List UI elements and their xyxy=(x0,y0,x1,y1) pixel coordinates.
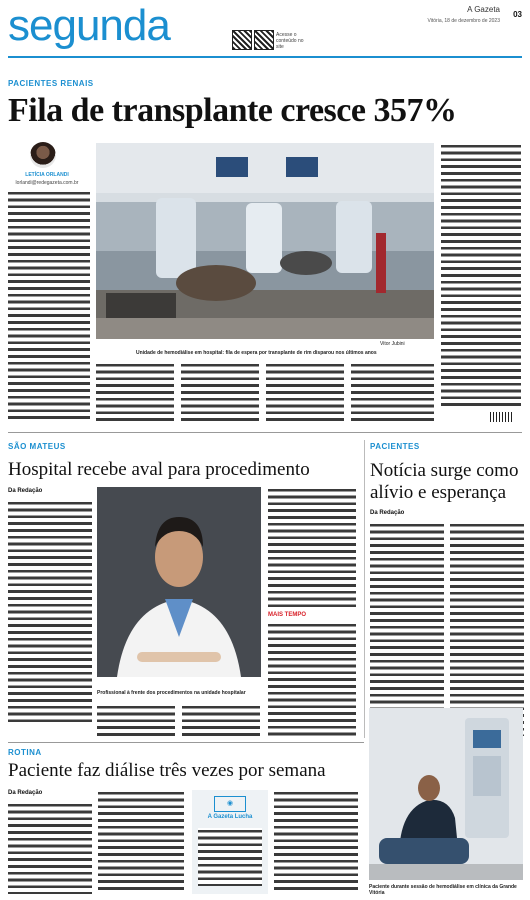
masthead-rule xyxy=(8,56,522,58)
qr-code-icon xyxy=(254,30,274,50)
ward-illustration xyxy=(96,143,434,339)
story-three-byline: Da Redação xyxy=(370,510,405,516)
story-three-kicker: PACIENTES xyxy=(370,442,420,451)
patient-illustration xyxy=(369,708,523,880)
author-role: lorlandi@redegazeta.com.br xyxy=(15,180,79,186)
story-two-column-2 xyxy=(97,704,175,736)
top-photo-credit: Vitor Jubini xyxy=(380,341,405,347)
top-story-column-4 xyxy=(266,362,344,422)
story-four-column-1 xyxy=(8,802,92,894)
qr-code-icon xyxy=(232,30,252,50)
story-two-kicker: SÃO MATEUS xyxy=(8,442,66,451)
top-story-kicker: PACIENTES RENAIS xyxy=(8,79,94,88)
story-two-column-1 xyxy=(8,500,92,722)
top-story-column-5 xyxy=(351,362,434,422)
story-two-column-5 xyxy=(268,622,356,736)
promo-box[interactable] xyxy=(192,790,268,894)
section-title: segunda xyxy=(8,1,170,50)
story-two-crosshead: MAIS TEMPO xyxy=(268,612,307,618)
story-four-byline: Da Redação xyxy=(8,790,43,796)
top-photo-caption: Unidade de hemodiálise em hospital: fila de espera por transplante de rim disparou nos últimos anos xyxy=(136,350,377,356)
top-story-column-6 xyxy=(441,143,521,410)
qr-promo xyxy=(202,28,302,52)
promo-box-text xyxy=(198,828,262,886)
story-two-byline: Da Redação xyxy=(8,488,43,494)
paper-name: A Gazeta xyxy=(467,5,500,14)
story-three-headline: Notícia surge como alívio e esperança xyxy=(370,460,519,503)
top-story-column-2 xyxy=(96,362,174,422)
story-four-column-2 xyxy=(98,790,184,894)
section-rule-1 xyxy=(8,432,522,433)
top-story-column-3 xyxy=(181,362,259,422)
qr-code-small-icon xyxy=(490,412,514,422)
page-number: 03 xyxy=(513,10,522,19)
story-four-headline: Paciente faz diálise três vezes por semana xyxy=(8,760,326,781)
story-four-column-3 xyxy=(274,790,358,894)
doctor-illustration xyxy=(97,487,261,677)
date-line: Vitória, 18 de dezembro de 2023 xyxy=(427,18,500,24)
story-two-headline: Hospital recebe aval para procedimento xyxy=(8,459,310,480)
story-four-photo-caption: Paciente durante sessão de hemodiálise em clínica da Grande Vitória xyxy=(369,884,517,896)
author-name: LETÍCIA ORLANDI xyxy=(25,172,69,178)
author-avatar xyxy=(30,142,56,168)
story-three-column-2 xyxy=(450,522,524,736)
promo-text: Acesse o conteúdo no site xyxy=(276,32,304,50)
story-two-photo-caption: Profissional à frente dos procedimentos na unidade hospitalar xyxy=(97,690,246,696)
doctor-photo xyxy=(97,487,261,677)
story-two-column-4 xyxy=(268,487,356,607)
story-three-column-1 xyxy=(370,522,444,736)
top-story-headline: Fila de transplante cresce 357% xyxy=(8,92,457,129)
section-rule-2 xyxy=(8,742,364,743)
story-three-divider xyxy=(364,440,365,738)
top-story-column-1 xyxy=(8,190,90,422)
story-four-kicker: ROTINA xyxy=(8,748,42,757)
story-two-column-3 xyxy=(182,704,260,736)
patient-photo xyxy=(369,708,523,880)
promo-logo-icon: ◉ xyxy=(214,796,246,812)
dialysis-ward-photo xyxy=(96,143,434,339)
promo-box-title: A Gazeta Lucha xyxy=(207,814,253,820)
